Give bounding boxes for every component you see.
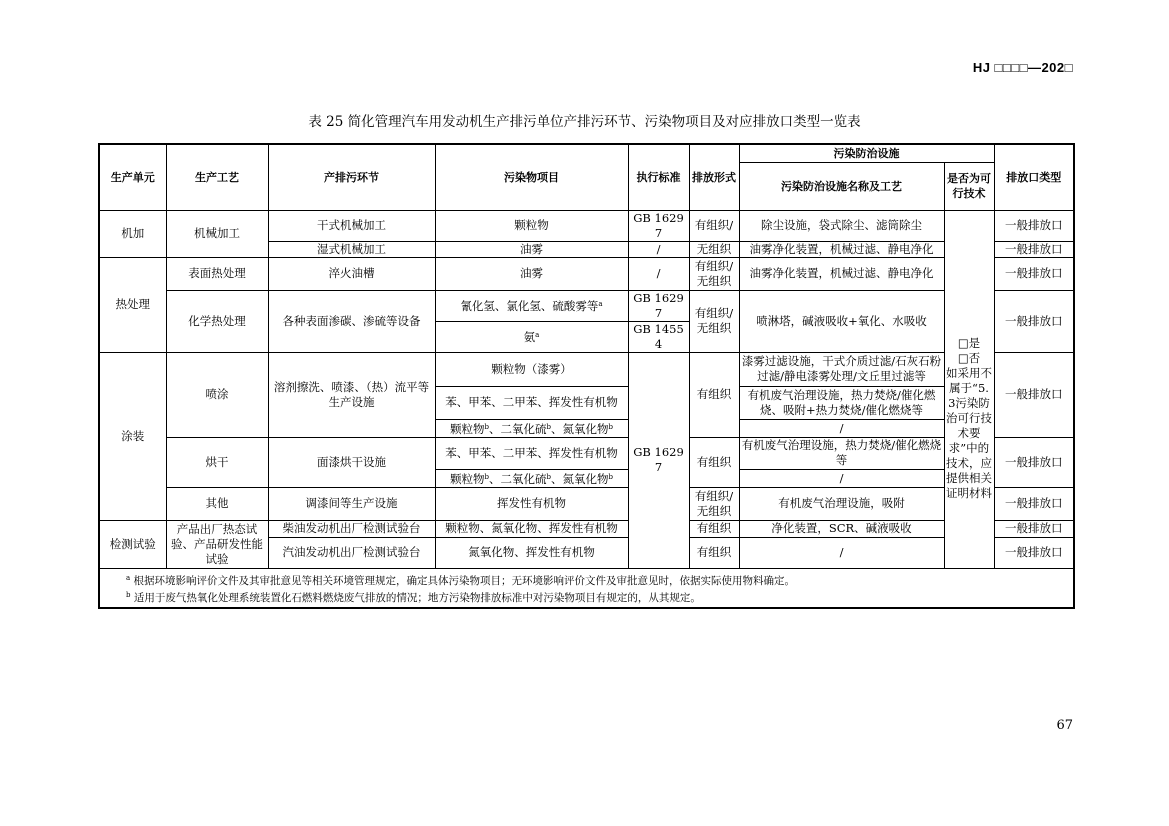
cell-facility: 喷淋塔，碱液吸收+氧化、水吸收	[739, 290, 944, 352]
cell-link: 柴油发动机出厂检测试验台	[268, 520, 435, 537]
table-notes-row	[99, 568, 1074, 608]
cell-facility: 除尘设施，袋式除尘、滤筒除尘	[739, 210, 944, 241]
cell-process: 喷涂	[166, 352, 268, 437]
table-row	[99, 437, 1074, 469]
cell-unit: 热处理	[99, 257, 166, 352]
cell-pollutant: 颗粒物	[435, 210, 628, 241]
header-outlet-type: 排放口类型	[994, 144, 1074, 210]
header-pollutant: 污染物项目	[435, 144, 628, 210]
cell-outlet: 一般排放口	[994, 290, 1074, 352]
cell-outlet: 一般排放口	[994, 520, 1074, 537]
table-row	[99, 352, 1074, 386]
cell-pollutant: 氮氧化物、挥发性有机物	[435, 537, 628, 568]
cell-pollutant: 颗粒物（漆雾）	[435, 352, 628, 386]
cell-facility: /	[739, 419, 944, 437]
cell-form: 有组织	[689, 537, 739, 568]
cell-link: 湿式机械加工	[268, 241, 435, 257]
cell-pollutant: 挥发性有机物	[435, 487, 628, 520]
cell-pollutant: 颗粒物$^b$、二氧化硫$^b$、氮氧化物$^b$	[435, 469, 628, 487]
cell-process: 表面热处理	[166, 257, 268, 290]
cell-outlet: 一般排放口	[994, 210, 1074, 241]
cell-process: 烘干	[166, 437, 268, 487]
cell-link: 各种表面渗碳、渗硫等设备	[268, 290, 435, 352]
cell-feasible	[944, 210, 994, 568]
cell-facility: /	[739, 469, 944, 487]
cell-link: 汽油发动机出厂检测试验台	[268, 537, 435, 568]
table-row	[99, 257, 1074, 290]
document-code: HJ □□□□—202□	[972, 60, 1073, 75]
cell-form: 无组织	[689, 241, 739, 257]
cell-form: 有组织/	[689, 210, 739, 241]
note-a: $^a$ 根据环境影响评价文件及其审批意见等相关环境管理规定，确定具体污染物项目；无环境影响评价文件及审批意见时，依据实际使用物料确定。	[126, 573, 796, 587]
cell-facility: 油雾净化装置，机械过滤、静电净化	[739, 257, 944, 290]
note-b: $^b$ 适用于废气热氧化处理系统装置化石燃料燃烧废气排放的情况；地方污染物排放标准中对污染物项目有规定的，从其规定。	[126, 590, 701, 604]
cell-pollutant: 氰化氢、氯化氢、硫酸雾等$^a$	[435, 290, 628, 321]
cell-facility: 油雾净化装置，机械过滤、静电净化	[739, 241, 944, 257]
cell-link: 面漆烘干设施	[268, 437, 435, 487]
table-row	[99, 487, 1074, 520]
cell-form: 有组织	[689, 352, 739, 437]
header-standard: 执行标准	[628, 144, 689, 210]
cell-standard: /	[628, 257, 689, 290]
table-row	[99, 290, 1074, 321]
cell-standard: GB 16297	[628, 290, 689, 321]
cell-link: 溶剂擦洗、喷漆、（热）流平等生产设施	[268, 352, 435, 437]
cell-pollutant: 颗粒物、氮氧化物、挥发性有机物	[435, 520, 628, 537]
cell-process: 化学热处理	[166, 290, 268, 352]
cell-link: 淬火油槽	[268, 257, 435, 290]
feasible-description: 如采用不属于“5.3污染防治可行技术要求”中的技术，应提供相关证明材料	[946, 366, 992, 500]
cell-facility: 有机废气治理设施，热力焚烧/催化燃烧、吸附+热力焚烧/催化燃烧等	[739, 386, 944, 419]
cell-outlet: 一般排放口	[994, 241, 1074, 257]
table-notes	[99, 568, 1074, 608]
pollution-source-table	[98, 143, 1075, 609]
cell-form: 有组织/无组织	[689, 487, 739, 520]
page-number: 67	[1056, 718, 1073, 733]
header-facility-name: 污染防治设施名称及工艺	[739, 162, 944, 210]
cell-unit: 机加	[99, 210, 166, 257]
cell-link: 调漆间等生产设施	[268, 487, 435, 520]
table-title: 表 25 简化管理汽车用发动机生产排污单位产排污环节、污染物项目及对应排放口类型一览表	[308, 114, 861, 130]
cell-pollutant: 油雾	[435, 257, 628, 290]
cell-pollutant: 氨$^a$	[435, 321, 628, 352]
table-row	[99, 210, 1074, 241]
cell-pollutant: 颗粒物$^b$、二氧化硫$^b$、氮氧化物$^b$	[435, 419, 628, 437]
header-feasible: 是否为可行技术	[944, 162, 994, 210]
header-unit: 生产单元	[99, 144, 166, 210]
cell-unit: 涂装	[99, 352, 166, 520]
cell-form: 有组织/无组织	[689, 257, 739, 290]
cell-facility: 净化装置，SCR、碱液吸收	[739, 520, 944, 537]
cell-form: 有组织	[689, 437, 739, 487]
cell-outlet: 一般排放口	[994, 437, 1074, 487]
cell-outlet: 一般排放口	[994, 537, 1074, 568]
cell-standard: GB 14554	[628, 321, 689, 352]
cell-process: 机械加工	[166, 210, 268, 257]
cell-unit: 检测试验	[99, 520, 166, 568]
cell-form: 有组织/无组织	[689, 290, 739, 352]
header-facility-group: 污染防治设施	[739, 144, 994, 162]
cell-process: 产品出厂热态试验、产品研发性能试验	[166, 520, 268, 568]
feasible-yes-checkbox: □是	[957, 336, 981, 350]
cell-form: 有组织	[689, 520, 739, 537]
cell-link: 干式机械加工	[268, 210, 435, 241]
header-process: 生产工艺	[166, 144, 268, 210]
header-emission-form: 排放形式	[689, 144, 739, 210]
cell-facility: 漆雾过滤设施，干式介质过滤/石灰石粉过滤/静电漆雾处理/文丘里过滤等	[739, 352, 944, 386]
cell-pollutant: 苯、甲苯、二甲苯、挥发性有机物	[435, 437, 628, 469]
cell-outlet: 一般排放口	[994, 257, 1074, 290]
cell-outlet: 一般排放口	[994, 352, 1074, 437]
cell-pollutant: 油雾	[435, 241, 628, 257]
cell-standard: /	[628, 241, 689, 257]
table-row	[99, 520, 1074, 537]
cell-standard: GB 16297	[628, 210, 689, 241]
cell-facility: /	[739, 537, 944, 568]
cell-facility: 有机废气治理设施，热力焚烧/催化燃烧等	[739, 437, 944, 469]
cell-pollutant: 苯、甲苯、二甲苯、挥发性有机物	[435, 386, 628, 419]
header-link: 产排污环节	[268, 144, 435, 210]
cell-process: 其他	[166, 487, 268, 520]
feasible-no-checkbox: □否	[957, 351, 981, 365]
cell-standard: GB 16297	[628, 352, 689, 568]
cell-outlet: 一般排放口	[994, 487, 1074, 520]
cell-facility: 有机废气治理设施，吸附	[739, 487, 944, 520]
